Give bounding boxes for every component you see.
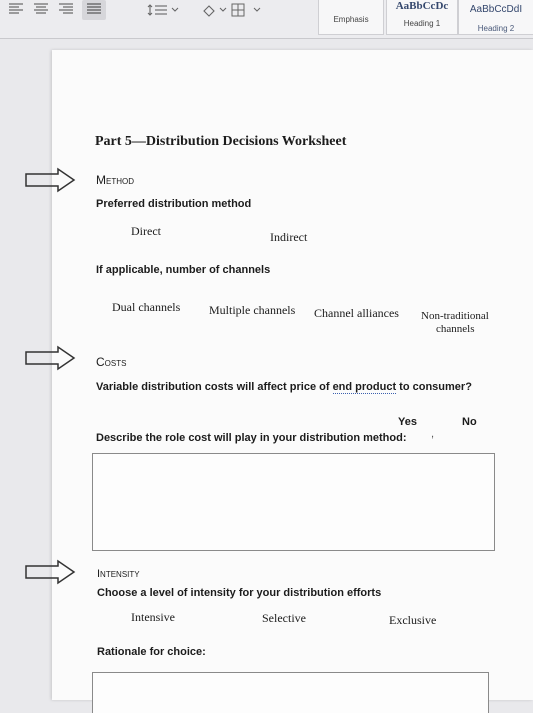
option-no[interactable]: No [462, 416, 477, 428]
option-dual-channels[interactable]: Dual channels [112, 300, 181, 314]
ribbon-toolbar [0, 0, 533, 39]
justify-icon[interactable] [82, 0, 106, 20]
style-heading-2-preview: AaBbCcDdI [469, 4, 523, 15]
style-heading-2-label: Heading 2 [477, 24, 515, 33]
cost-description-field[interactable] [92, 453, 495, 551]
line-spacing-icon[interactable] [147, 3, 181, 21]
option-intensive[interactable]: Intensive [131, 610, 175, 624]
style-emphasis[interactable] [318, 0, 384, 35]
cost-question-part1: Variable distribution costs will affect price of [96, 381, 333, 393]
style-emphasis-label: Emphasis [333, 15, 369, 24]
preferred-method-question: Preferred distribution method [96, 198, 252, 210]
align-right-icon[interactable] [58, 2, 74, 20]
shading-icon[interactable] [200, 3, 230, 21]
align-left-icon[interactable] [8, 2, 24, 20]
option-exclusive[interactable]: Exclusive [389, 613, 437, 627]
worksheet-title: Part 5—Distribution Decisions Worksheet [95, 134, 347, 149]
cost-question-underlined: end product [332, 381, 397, 393]
rationale-field[interactable] [92, 672, 489, 713]
cost-question-part2: to consumer? [396, 381, 472, 393]
option-non-traditional[interactable]: Non-traditional [421, 310, 489, 322]
option-yes[interactable]: Yes [398, 416, 417, 428]
arrow-icon-intensity [24, 559, 76, 585]
borders-icon[interactable] [230, 2, 266, 22]
costs-heading: Costs [96, 355, 127, 369]
option-channel-alliances[interactable]: Channel alliances [314, 306, 399, 320]
style-heading-1-preview: AaBbCcDc [395, 0, 449, 12]
option-direct[interactable]: Direct [131, 224, 161, 238]
align-center-icon[interactable] [33, 2, 49, 20]
option-selective[interactable]: Selective [262, 611, 306, 625]
intensity-question: Choose a level of intensity for your distribution efforts [97, 587, 382, 599]
style-heading-1-label: Heading 1 [403, 19, 441, 28]
style-heading-2[interactable] [458, 0, 533, 35]
arrow-icon-method [24, 167, 76, 193]
describe-cost-label: Describe the role cost will play in your distribution method: [96, 432, 407, 444]
style-heading-1[interactable] [386, 0, 458, 35]
channels-question: If applicable, number of channels [96, 264, 271, 276]
arrow-icon-costs [24, 345, 76, 371]
option-non-traditional-line2[interactable]: channels [436, 323, 475, 335]
stray-mark: , [431, 428, 435, 440]
option-multiple-channels[interactable]: Multiple channels [209, 303, 296, 317]
rationale-label: Rationale for choice: [97, 646, 206, 658]
cost-question [96, 381, 472, 393]
option-indirect[interactable]: Indirect [270, 230, 308, 244]
intensity-heading: Intensity [97, 568, 140, 580]
method-heading: Method [96, 173, 134, 187]
